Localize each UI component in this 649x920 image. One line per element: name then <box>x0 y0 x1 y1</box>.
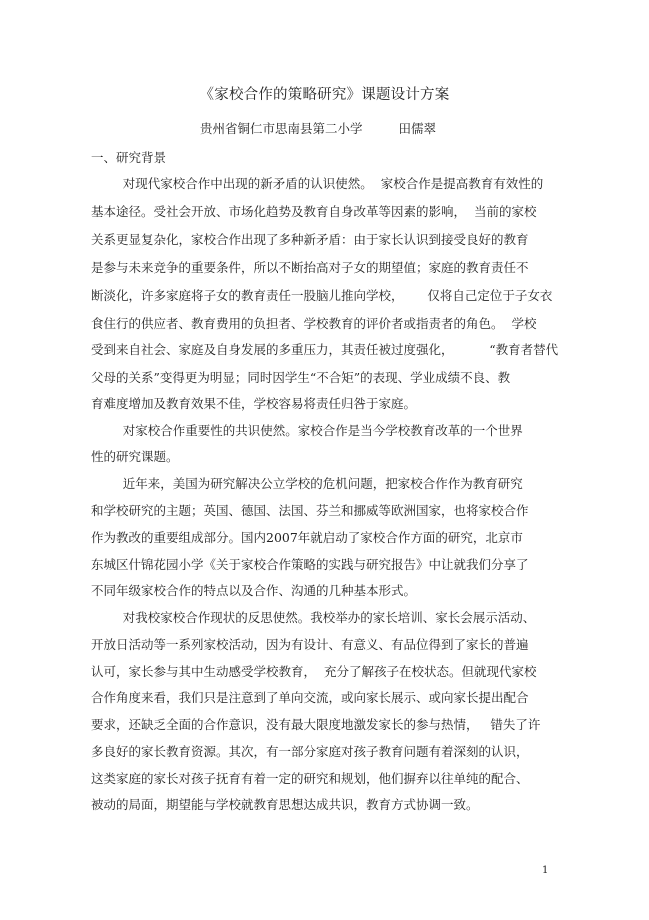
text-line: 对家校合作重要性的共识使然。家校合作是当今学校教育改革的一个世界 <box>91 423 523 438</box>
text-line: 受到来自社会、家庭及自身发展的多重压力，其责任被过度强化， “教育者替代 <box>91 342 559 357</box>
text-line: 父母的关系”变得更为明显；同时因学生“不合矩”的表现、学业成绩不良、教 <box>91 370 511 385</box>
text-line: 开放日活动等一系列家校活动，因为有设计、有意义、有品位得到了家长的普遍 <box>91 637 529 652</box>
text-line: 是参与未来竞争的重要条件，所以不断抬高对子女的期望值；家庭的教育责任不 <box>91 260 529 275</box>
text-line: 这类家庭的家长对孩子抚育有着一定的研究和规划，他们摒弃以往单纯的配合、 <box>91 771 529 786</box>
author-line <box>200 119 436 137</box>
text-line: 性的研究课题。 <box>91 449 179 464</box>
text-line: 多良好的家长教育资源。其次，有一部分家庭对孩子教育问题有着深刻的认识， <box>91 744 529 759</box>
text-line: 认可，家长参与其中生动感受学校教育， 充分了解孩子在校状态。但就现代家校 <box>91 664 537 679</box>
text-line: 被动的局面，期望能与学校就教育思想达成共识，教育方式协调一致。 <box>91 797 479 812</box>
text-line: 断淡化，许多家庭将子女的教育责任一股脑儿推向学校， 仅将自己定位于子女衣 <box>91 288 553 303</box>
document-title: 《家校合作的策略研究》课题设计方案 <box>199 87 450 103</box>
text-line: 育难度增加及教育效果不佳，学校容易将责任归咎于家庭。 <box>91 396 417 411</box>
text-line: 要求，还缺乏全面的合作意识，没有最大限度地激发家长的参与热情， 错失了许 <box>91 717 541 732</box>
author-name: 田儒翠 <box>398 121 437 136</box>
text-line: 对现代家校合作中出现的新矛盾的认识使然。 家校合作是提高教育有效性的 <box>91 176 544 191</box>
text-line: 关系更显复杂化，家校合作出现了多种新矛盾：由于家长认识到接受良好的教育 <box>91 232 529 247</box>
text-line: 作为教改的重要组成部分。国内2007年就启动了家校合作方面的研究，北京市 <box>91 530 523 545</box>
text-line: 东城区什锦花园小学《关于家校合作策略的实践与研究报告》中让就我们分享了 <box>91 557 529 572</box>
text-line: 食住行的供应者、教育费用的负担者、学校教育的评价者或指责者的角色。 学校 <box>91 316 537 331</box>
text-line: 合作角度来看，我们只是注意到了单向交流，或向家长展示、或向家长提出配合 <box>91 690 529 705</box>
text-line: 对我校家校合作现状的反思使然。我校举办的家长培训、家长会展示活动、 <box>91 610 536 625</box>
text-line: 和学校研究的主题；英国、德国、法国、芬兰和挪威等欧洲国家，也将家校合作 <box>91 503 529 518</box>
section-heading: 一、研究背景 <box>91 150 167 165</box>
text-line: 近年来，美国为研究解决公立学校的危机问题，把家校合作作为教育研究 <box>91 476 523 491</box>
author-affiliation: 贵州省铜仁市思南县第二小学 <box>200 121 363 136</box>
page-number: 1 <box>542 865 549 876</box>
text-line: 不同年级家校合作的特点以及合作、沟通的几种基本形式。 <box>91 583 417 598</box>
text-line: 基本途径。受社会开放、市场化趋势及教育自身改革等因素的影响， 当前的家校 <box>91 204 537 219</box>
